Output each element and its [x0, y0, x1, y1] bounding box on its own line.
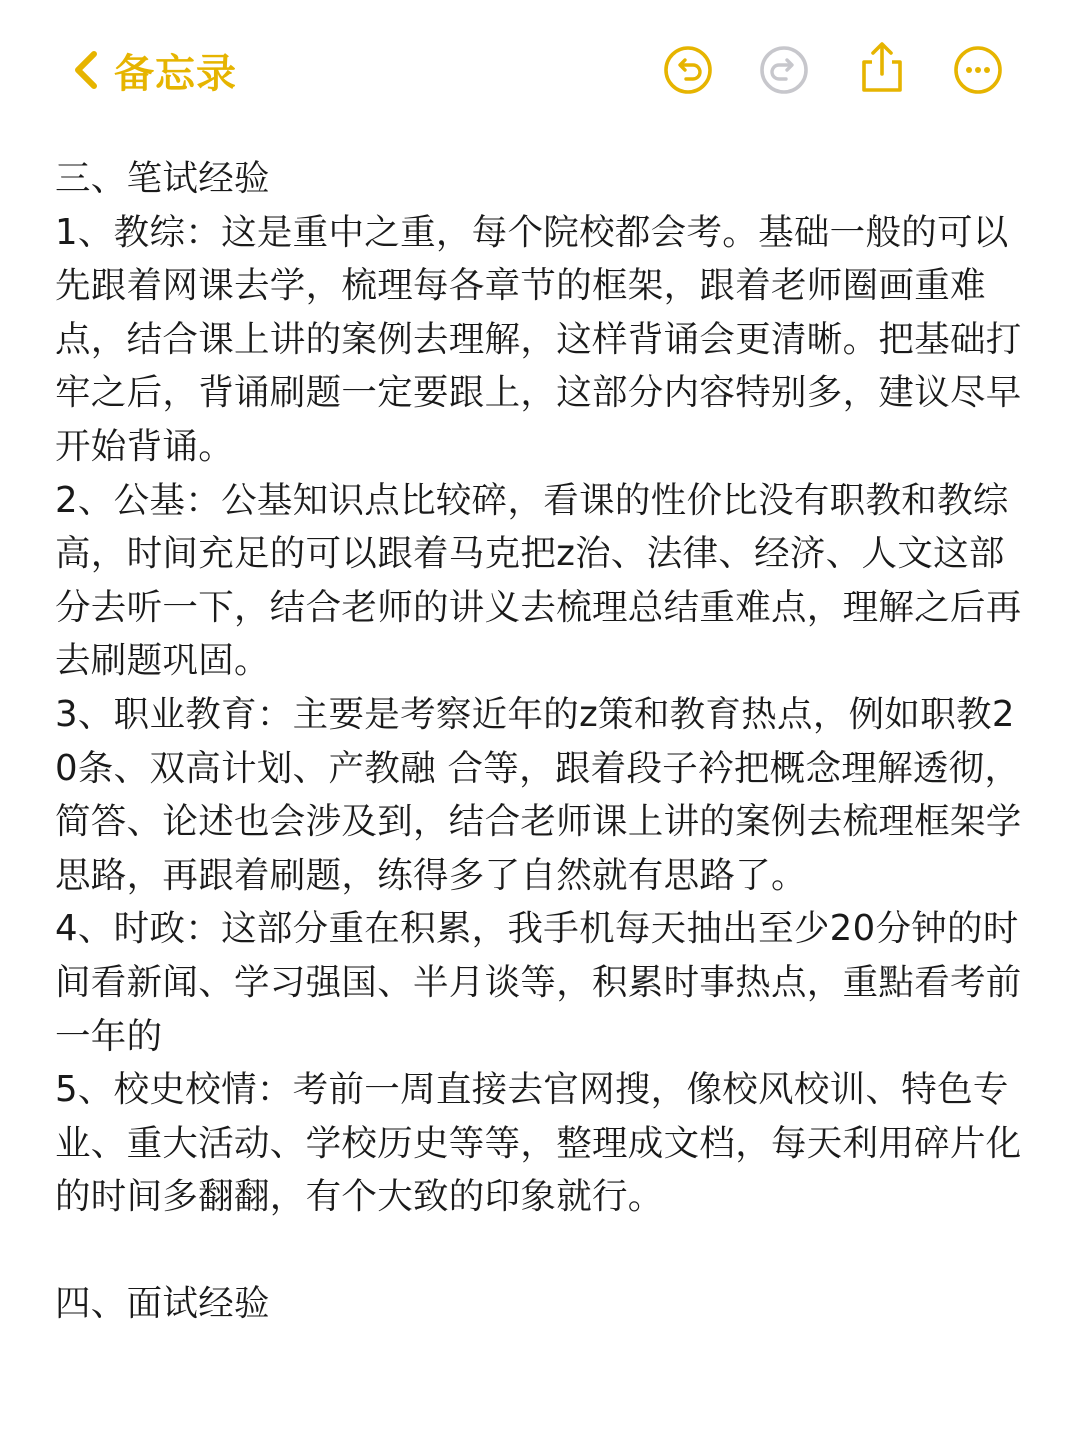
section-4-heading: 四、面试经验 [55, 1283, 270, 1325]
more-button[interactable] [952, 44, 1004, 96]
back-label: 备忘录 [114, 50, 237, 97]
note-paragraph-3: 3、职业教育：主要是考察近年的z策和教育热点，例如职教20条、双高计划、产教融 合等，跟着段子衿把概念理解透彻，简答、论述也会涉及到，结合老师课上讲的案例去梳理框架学思路，再跟着刷题，练得多了自然就有思路了。 [55, 693, 1022, 896]
redo-icon [758, 44, 810, 96]
blank-line [55, 1224, 1030, 1278]
chevron-left-icon [72, 48, 100, 92]
undo-icon [662, 44, 714, 96]
navigation-bar [0, 0, 1080, 140]
redo-button[interactable] [758, 44, 810, 96]
note-body[interactable] [55, 152, 1030, 1331]
note-paragraph-1: 1、教综：这是重中之重，每个院校都会考。基础一般的可以先跟着网课去学，梳理每各章节的框架，跟着老师圈画重难点，结合课上讲的案例去理解，这样背诵会更清晰。把基础打牢之后，背诵刷题一定要跟上，这部分内容特别多，建议尽早开始背诵。 [55, 211, 1022, 467]
undo-button[interactable] [662, 44, 714, 96]
back-button[interactable] [72, 42, 237, 98]
share-button[interactable] [856, 40, 908, 92]
share-icon [856, 40, 908, 96]
note-paragraph-2: 2、公基：公基知识点比较碎，看课的性价比没有职教和教综高，时间充足的可以跟着马克把z治、法律、经济、人文这部分去听一下，结合老师的讲义去梳理总结重难点，理解之后再去刷题巩固。 [55, 479, 1022, 682]
note-paragraph-4: 4、时政：这部分重在积累，我手机每天抽出至少20分钟的时间看新闻、学习强国、半月谈等，积累时事热点，重點看考前一年的 [55, 908, 1022, 1057]
note-paragraph-5: 5、校史校情：考前一周直接去官网搜，像校风校训、特色专业、重大活动、学校历史等等，整理成文档，每天利用碎片化的时间多翻翻，有个大致的印象就行。 [55, 1069, 1022, 1218]
section-3-heading: 三、笔试经验 [55, 158, 270, 199]
more-icon [952, 44, 1004, 96]
